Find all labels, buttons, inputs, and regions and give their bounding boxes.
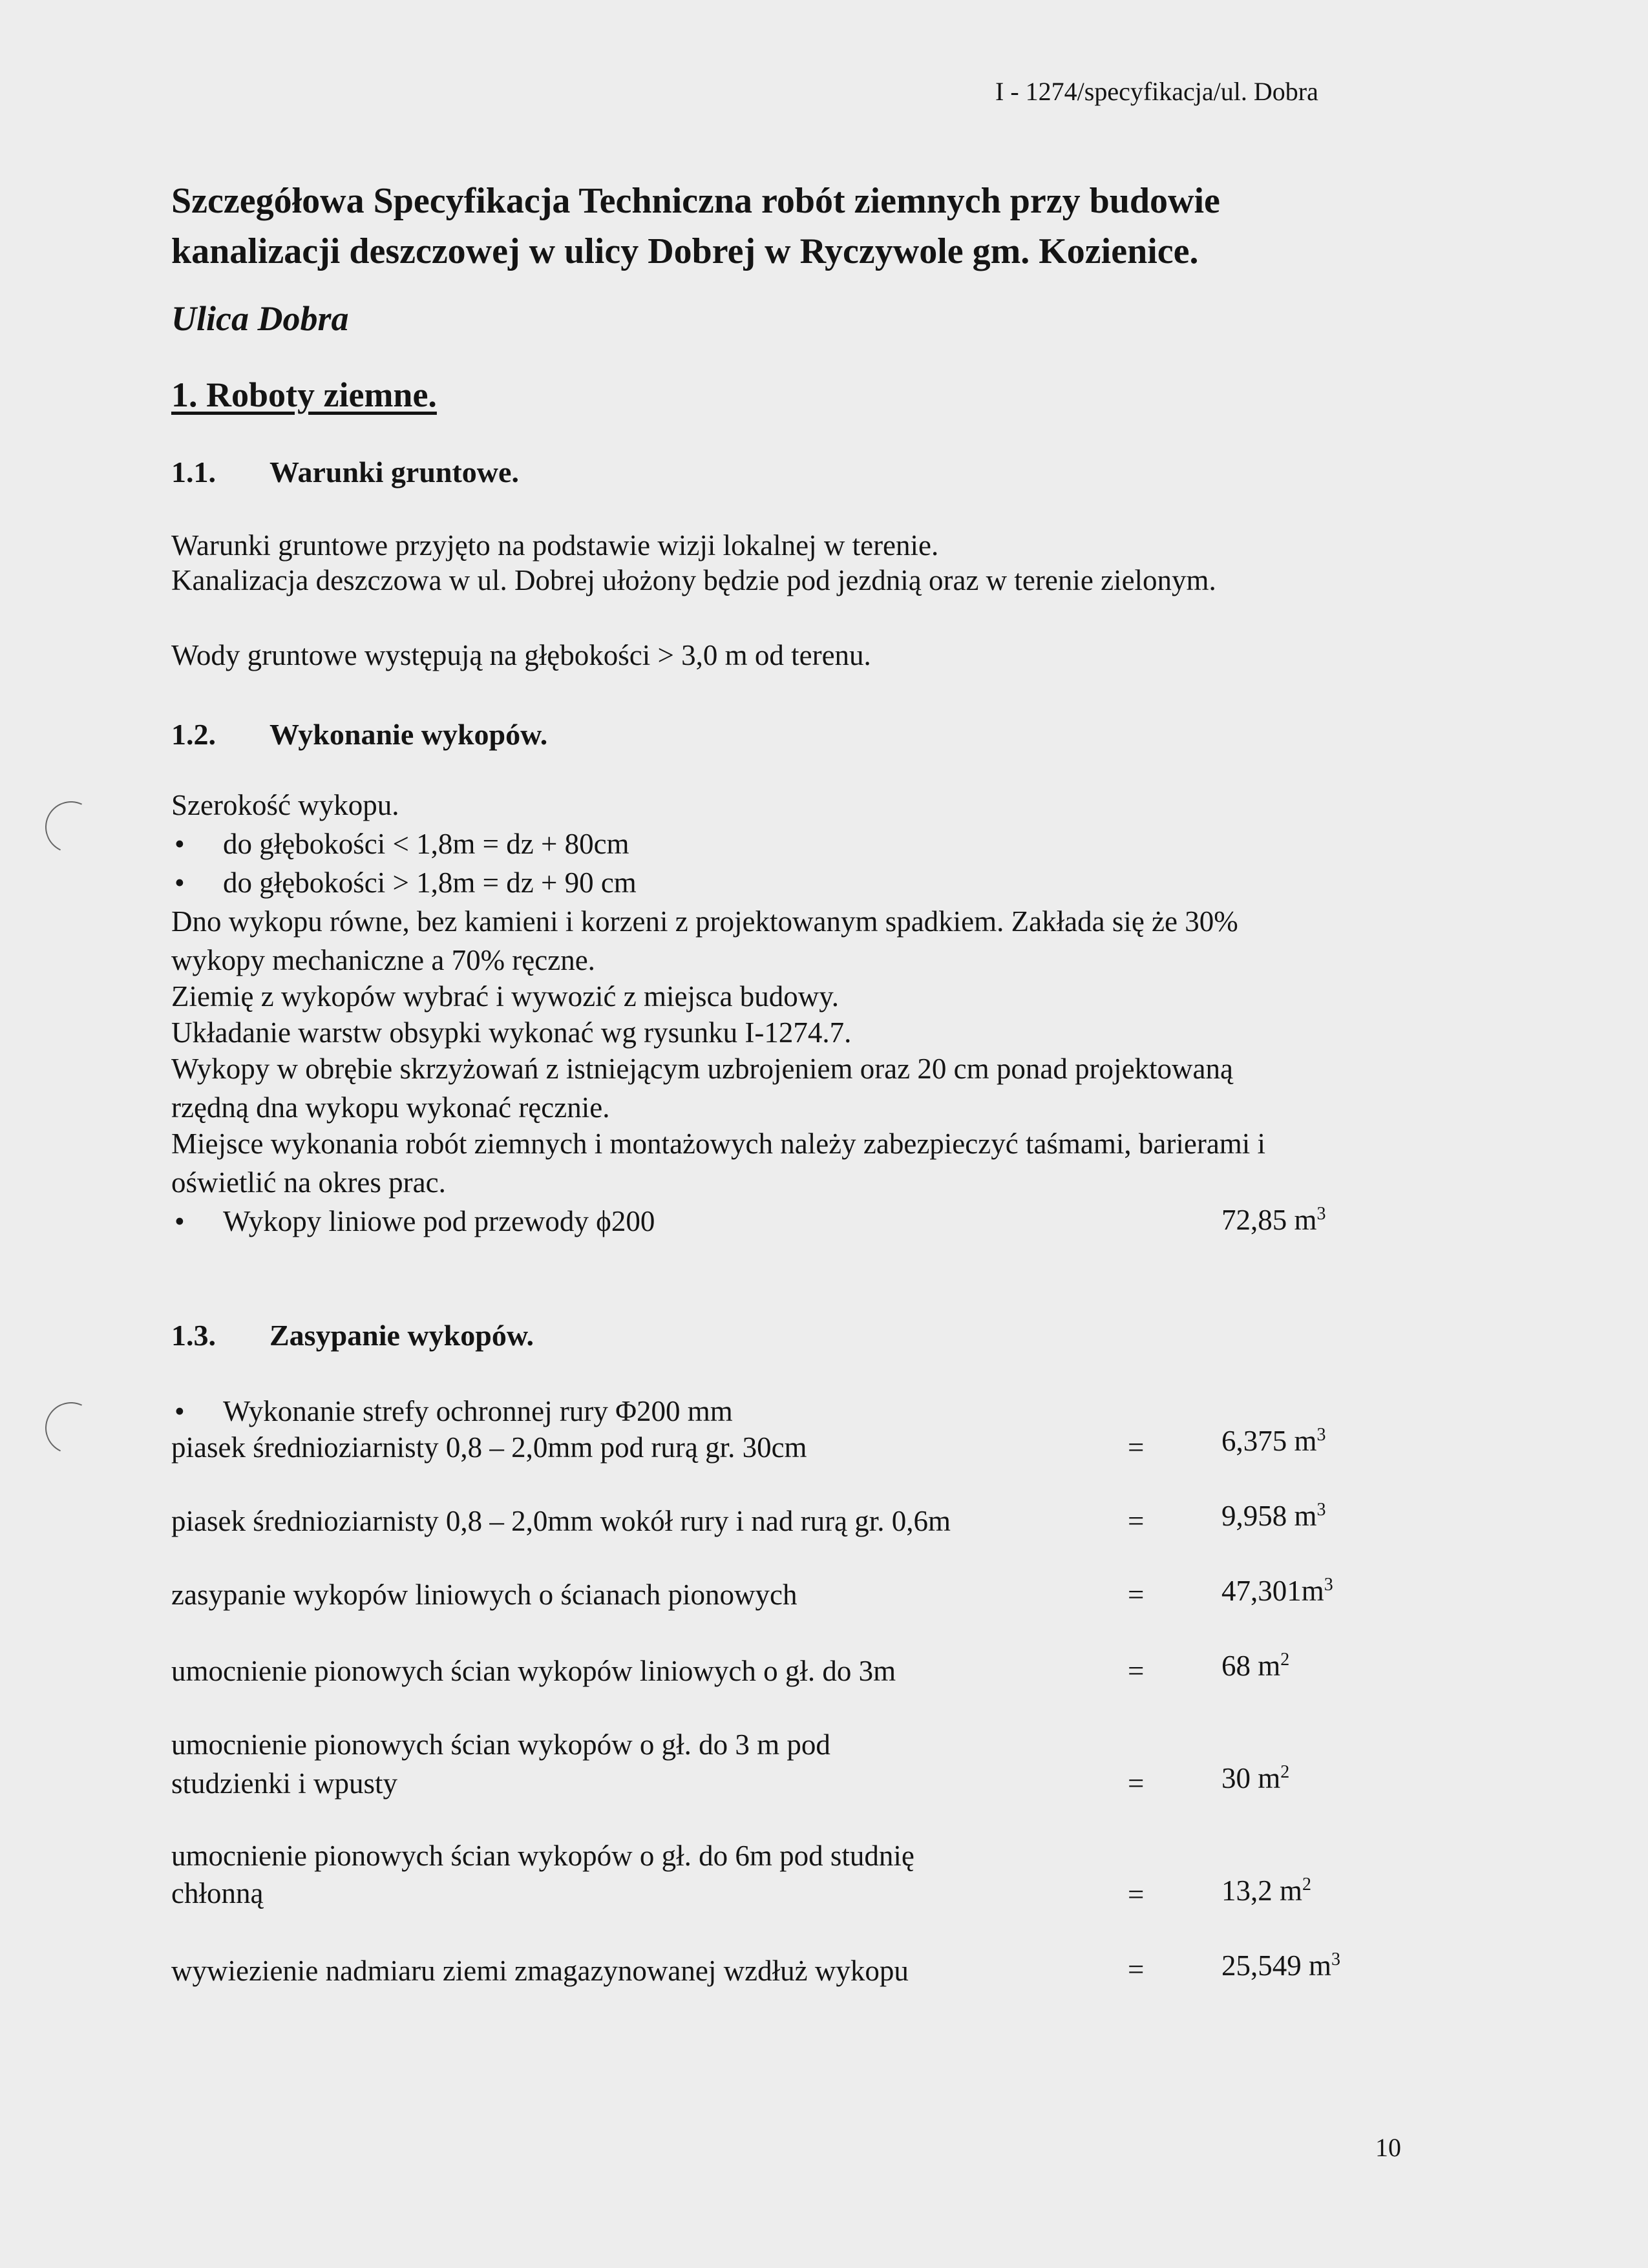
subsection-heading-1-1: 1.1. Warunki gruntowe. [171,456,519,488]
quantity-value: 6,375 $m^3$ [1221,1425,1326,1457]
header-reference: I - 1274/specyfikacja/ul. Dobra [995,77,1318,106]
paragraph-line: rzędną dna wykopu wykonać ręcznie. [171,1091,610,1124]
list-item: • Wykonanie strefy ochronnej rury Φ200 mm [174,1395,733,1427]
quantity-value: 68 $m^2$ [1221,1650,1290,1682]
item-description: umocnienie pionowych ścian wykopów o gł. do 6m pod studnię [171,1840,914,1872]
equals-sign: = [1128,1655,1145,1687]
paragraph-line: Miejsce wykonania robót ziemnych i montażowych należy zabezpieczyć taśmami, barierami i [171,1128,1266,1160]
item-description-cont: chłonną [171,1877,264,1909]
quantity-value: 30 $m^2$ [1221,1762,1290,1794]
page-number: 10 [1375,2133,1401,2162]
list-item: • do głębokości < 1,8m = dz + 80cm [174,828,629,860]
paragraph-line: Wykopy w obrębie skrzyżowań z istniejącym uzbrojeniem oraz 20 cm ponad projektowaną [171,1053,1233,1085]
quantity-value: 9,958 $m^3$ [1221,1500,1326,1532]
item-description-cont: studzienki i wpusty [171,1767,397,1800]
punch-hole-mark [38,1395,105,1462]
paragraph-line: Ziemię z wykopów wybrać i wywozić z miejsca budowy. [171,980,840,1013]
quantity-value: 25,549 $m^3$ [1221,1949,1341,1982]
equals-sign: = [1128,1953,1145,1986]
equals-sign: = [1128,1431,1145,1464]
equals-sign: = [1128,1505,1145,1537]
item-description: umocnienie pionowych ścian wykopów liniowych o gł. do 3m [171,1655,896,1687]
paragraph-line: oświetlić na okres prac. [171,1166,446,1199]
quantity-value: $47,301m^3$ [1221,1575,1333,1607]
section-heading: 1. Roboty ziemne. [171,375,437,414]
paragraph-line: wykopy mechaniczne a 70% ręczne. [171,944,595,976]
paragraph-line: Układanie warstw obsypki wykonać wg rysunku I-1274.7. [171,1016,852,1049]
list-item: • do głębokości > 1,8m = dz + 90 cm [174,866,637,899]
item-description: piasek średnioziarnisty 0,8 – 2,0mm wokół rury i nad rurą gr. 0,6m [171,1505,951,1537]
subsection-heading-1-2: 1.2. Wykonanie wykopów. [171,718,548,751]
quantity-value: 13,2 $m^2$ [1221,1874,1312,1907]
punch-hole-mark [38,794,105,861]
equals-sign: = [1128,1767,1145,1800]
item-description: zasypanie wykopów liniowych o ścianach pionowych [171,1579,798,1611]
document-title: Szczegółowa Specyfikacja Techniczna robót ziemnych przy budowie kanalizacji deszczowej w ulicy Dobrej w Ryczywole gm. Kozienice. [171,181,1220,271]
equals-sign: = [1128,1878,1145,1911]
list-item: • Wykopy liniowe pod przewody ϕ200 [174,1205,655,1237]
paragraph-line: Wody gruntowe występują na głębokości > 3,0 m od terenu. [171,639,871,671]
equals-sign: = [1128,1579,1145,1611]
item-description: piasek średnioziarnisty 0,8 – 2,0mm pod rurą gr. 30cm [171,1431,807,1464]
quantity-value: 72,85 $m^3$ [1221,1204,1326,1236]
paragraph-line: Kanalizacja deszczowa w ul. Dobrej ułożony będzie pod jezdnią oraz w terenie zielonym. [171,564,1216,596]
subsection-heading-1-3: 1.3. Zasypanie wykopów. [171,1319,534,1352]
item-description: wywiezienie nadmiaru ziemi zmagazynowanej wzdłuż wykopu [171,1955,909,1987]
paragraph-line: Warunki gruntowe przyjęto na podstawie wizji lokalnej w terenie. [171,529,939,562]
paragraph-line: Szerokość wykopu. [171,789,399,821]
paragraph-line: Dno wykopu równe, bez kamieni i korzeni z projektowanym spadkiem. Zakłada się że 30% [171,905,1238,938]
item-description: umocnienie pionowych ścian wykopów o gł. do 3 m pod [171,1728,830,1761]
street-subtitle: Ulica Dobra [171,299,349,338]
